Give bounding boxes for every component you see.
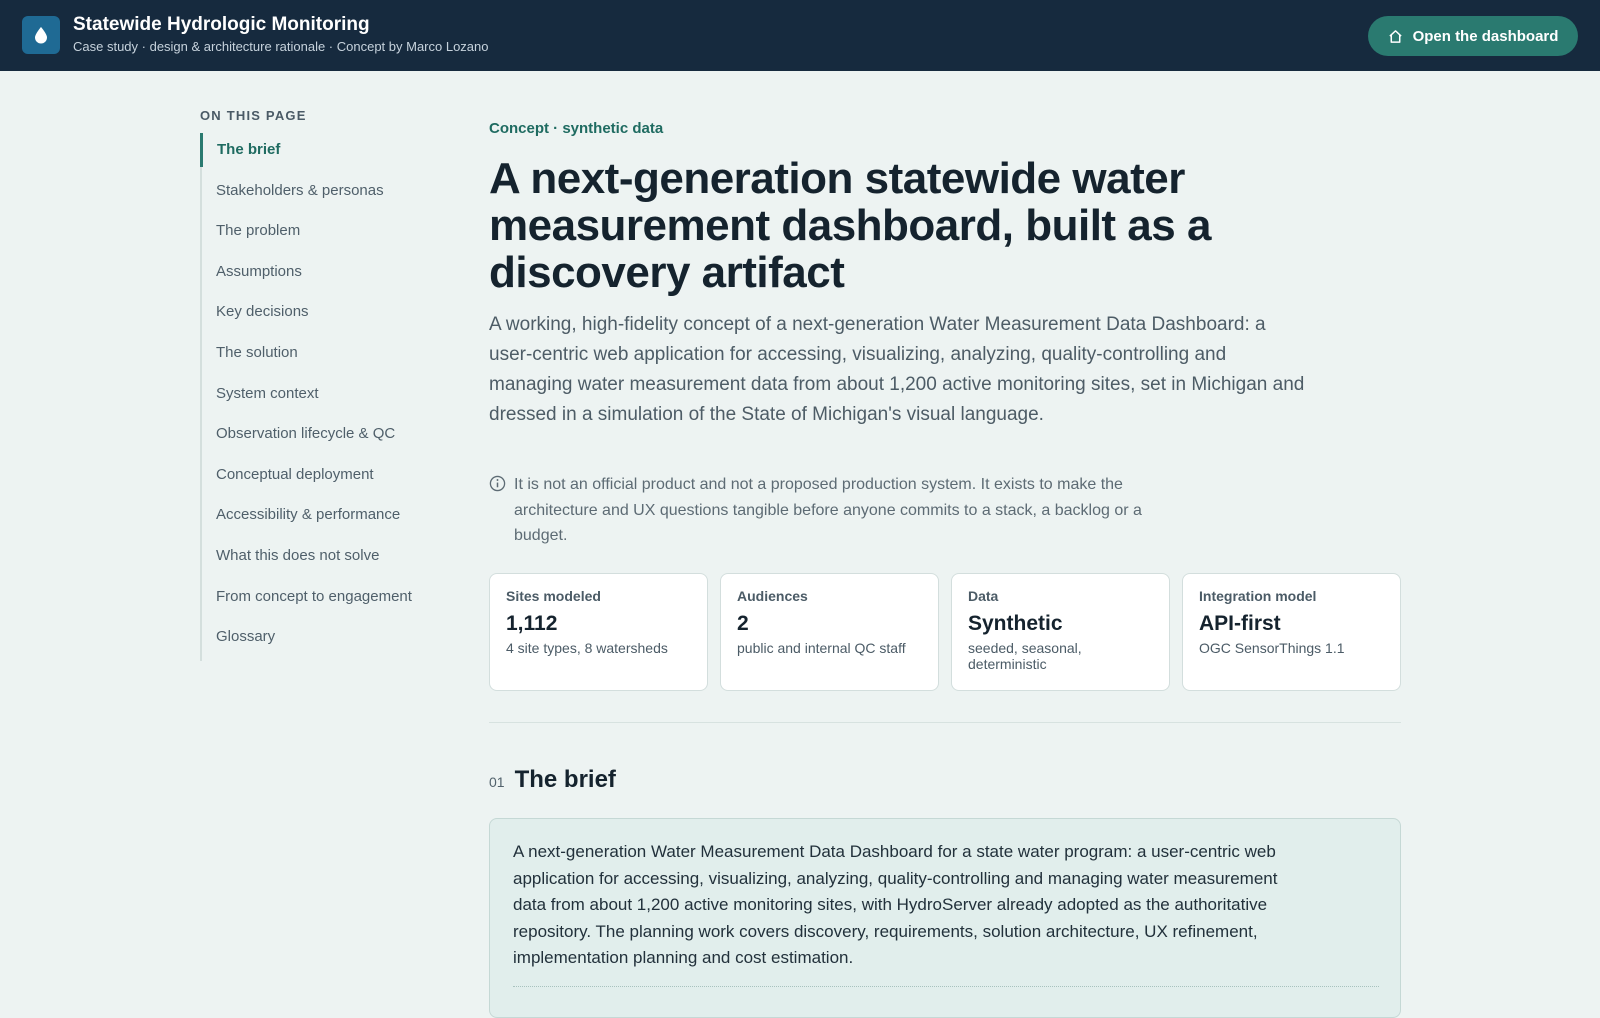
toc-item-the-solution[interactable]: The solution xyxy=(216,343,298,361)
brief-divider xyxy=(513,986,1379,987)
water-drop-icon xyxy=(22,16,60,54)
toc-item-glossary[interactable]: Glossary xyxy=(216,628,276,646)
toc-list xyxy=(200,133,460,661)
stats-row xyxy=(489,573,1401,691)
stat-label: Sites modeled xyxy=(506,588,601,604)
toc-item-conceptual-deployment[interactable]: Conceptual deployment xyxy=(216,465,374,483)
stat-value: 1,112 xyxy=(506,612,558,635)
toc-item-concept-to-engagement[interactable]: From concept to engagement xyxy=(216,587,412,605)
home-icon xyxy=(1388,29,1403,44)
toc-item-the-problem[interactable]: The problem xyxy=(216,222,301,240)
stat-note: 4 site types, 8 watersheds xyxy=(506,640,668,656)
stat-label: Integration model xyxy=(1199,588,1317,604)
section-divider xyxy=(489,722,1401,723)
stat-label: Audiences xyxy=(737,588,808,604)
open-dashboard-button[interactable] xyxy=(1368,16,1578,56)
info-icon xyxy=(489,475,506,492)
toc-item-stakeholders[interactable]: Stakeholders & personas xyxy=(216,181,384,199)
stat-value: API-first xyxy=(1199,612,1281,635)
section-heading xyxy=(489,766,616,794)
open-dashboard-label: Open the dashboard xyxy=(1412,27,1559,45)
disclaimer-note xyxy=(489,472,1189,549)
toc-item-assumptions[interactable]: Assumptions xyxy=(216,262,302,280)
section-number: 01 xyxy=(489,774,505,790)
toc-item-system-context[interactable]: System context xyxy=(216,384,319,402)
stat-value: 2 xyxy=(737,612,749,635)
lead-paragraph: A working, high-fidelity concept of a next-generation Water Measurement Data Dashboard: a user-centric web application for accessing, visualizing, analyzing, quality-controlling and managing water measurement data from about 1,200 active monitoring sites, set in Michigan and dressed in a simulation of the State of Michigan's visual language. xyxy=(489,314,1305,425)
toc-heading: ON THIS PAGE xyxy=(200,108,307,123)
app-subtitle: Case study · design & architecture rationale · Concept by Marco Lozano xyxy=(73,39,489,54)
stat-label: Data xyxy=(968,588,999,604)
stat-card xyxy=(1182,573,1401,691)
toc-item-the-brief[interactable]: The brief xyxy=(200,133,460,167)
toc-item-observation-lifecycle[interactable]: Observation lifecycle & QC xyxy=(216,425,396,443)
stat-note: public and internal QC staff xyxy=(737,640,906,656)
eyebrow: Concept · synthetic data xyxy=(489,120,664,137)
stat-card xyxy=(720,573,939,691)
app-title: Statewide Hydrologic Monitoring xyxy=(73,14,370,35)
brief-text: A next-generation Water Measurement Data Dashboard for a state water program: a user-centric web application for accessing, visualizing, analyzing, quality-controlling and managing water measurement data from about 1,200 active monitoring sites, with HydroServer already adopted as the authoritative repository. The planning work covers discovery, requirements, solution architecture, UX refinement, implementation planning and cost estimation. xyxy=(513,842,1278,968)
stat-note: seeded, seasonal, deterministic xyxy=(968,640,1082,672)
brief-callout xyxy=(489,818,1401,1018)
stat-card xyxy=(489,573,708,691)
table-of-contents xyxy=(200,108,460,661)
stat-value: Synthetic xyxy=(968,612,1063,635)
toc-item-key-decisions[interactable]: Key decisions xyxy=(216,303,309,321)
section-title: The brief xyxy=(514,766,616,793)
page-title: A next-generation statewide water measurement dashboard, built as a discovery artifact xyxy=(489,154,1211,297)
toc-item-accessibility[interactable]: Accessibility & performance xyxy=(216,506,401,524)
top-bar xyxy=(0,0,1600,71)
stat-note: OGC SensorThings 1.1 xyxy=(1199,640,1345,656)
disclaimer-text: It is not an official product and not a proposed production system. It exists to make the architecture and UX questions tangible before anyone commits to a stack, a backlog or a budget. xyxy=(514,476,1142,544)
toc-item-not-solve[interactable]: What this does not solve xyxy=(216,546,380,564)
stat-card xyxy=(951,573,1170,691)
